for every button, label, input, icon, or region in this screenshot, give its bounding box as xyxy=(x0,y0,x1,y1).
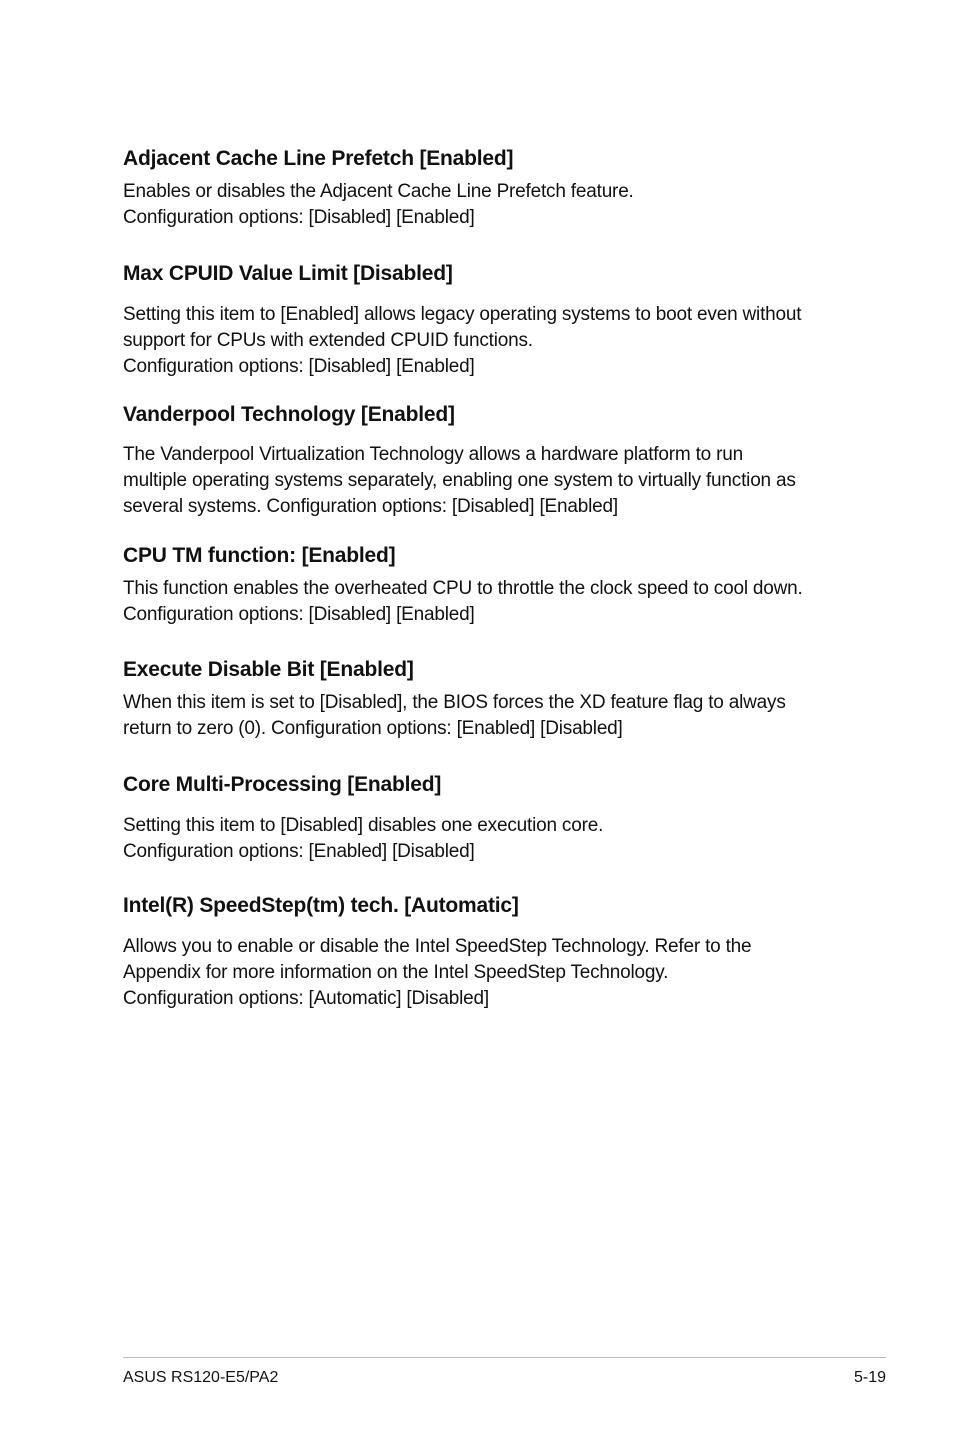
section-cpu-tm-function xyxy=(123,543,843,628)
section-line: Configuration options: [Disabled] [Enabled] xyxy=(123,207,475,228)
section-line: multiple operating systems separately, enabling one system to virtually function as xyxy=(123,470,796,491)
section-line: Configuration options: [Enabled] [Disabled] xyxy=(123,841,475,862)
section-heading: Execute Disable Bit [Enabled] xyxy=(123,658,414,681)
section-max-cpuid-value-limit xyxy=(123,261,843,380)
section-vanderpool-technology xyxy=(123,402,843,520)
section-line: Setting this item to [Disabled] disables one execution core. xyxy=(123,815,604,836)
section-line: The Vanderpool Virtualization Technology allows a hardware platform to run xyxy=(123,444,743,465)
section-heading: Core Multi-Processing [Enabled] xyxy=(123,773,442,796)
section-heading: Max CPUID Value Limit [Disabled] xyxy=(123,262,453,285)
section-adjacent-cache-line-prefetch xyxy=(123,146,843,231)
section-line: Appendix for more information on the Intel SpeedStep Technology. xyxy=(123,962,669,983)
section-line: When this item is set to [Disabled], the BIOS forces the XD feature flag to always xyxy=(123,692,786,713)
section-heading: Vanderpool Technology [Enabled] xyxy=(123,403,455,426)
section-heading: CPU TM function: [Enabled] xyxy=(123,544,396,567)
section-line: Setting this item to [Enabled] allows legacy operating systems to boot even without xyxy=(123,304,802,325)
section-core-multi-processing xyxy=(123,772,843,865)
footer-divider xyxy=(123,1357,886,1358)
section-heading: Adjacent Cache Line Prefetch [Enabled] xyxy=(123,147,514,170)
section-line: support for CPUs with extended CPUID functions. xyxy=(123,330,533,351)
section-line: Enables or disables the Adjacent Cache Line Prefetch feature. xyxy=(123,181,634,202)
section-intel-speedstep-tech xyxy=(123,893,843,1012)
section-line: Configuration options: [Disabled] [Enabled] xyxy=(123,604,475,625)
section-line: Configuration options: [Automatic] [Disabled] xyxy=(123,988,489,1009)
section-line: return to zero (0). Configuration options: [Enabled] [Disabled] xyxy=(123,718,623,739)
section-line: This function enables the overheated CPU to throttle the clock speed to cool down. xyxy=(123,578,803,599)
footer-model-name: ASUS RS120-E5/PA2 xyxy=(123,1369,279,1386)
section-heading: Intel(R) SpeedStep(tm) tech. [Automatic] xyxy=(123,894,519,917)
section-line: Configuration options: [Disabled] [Enabled] xyxy=(123,356,475,377)
section-line: Allows you to enable or disable the Intel SpeedStep Technology. Refer to the xyxy=(123,936,752,957)
section-line: several systems. Configuration options: [Disabled] [Enabled] xyxy=(123,496,618,517)
footer-page-number: 5-19 xyxy=(853,1369,886,1386)
section-execute-disable-bit xyxy=(123,657,843,742)
